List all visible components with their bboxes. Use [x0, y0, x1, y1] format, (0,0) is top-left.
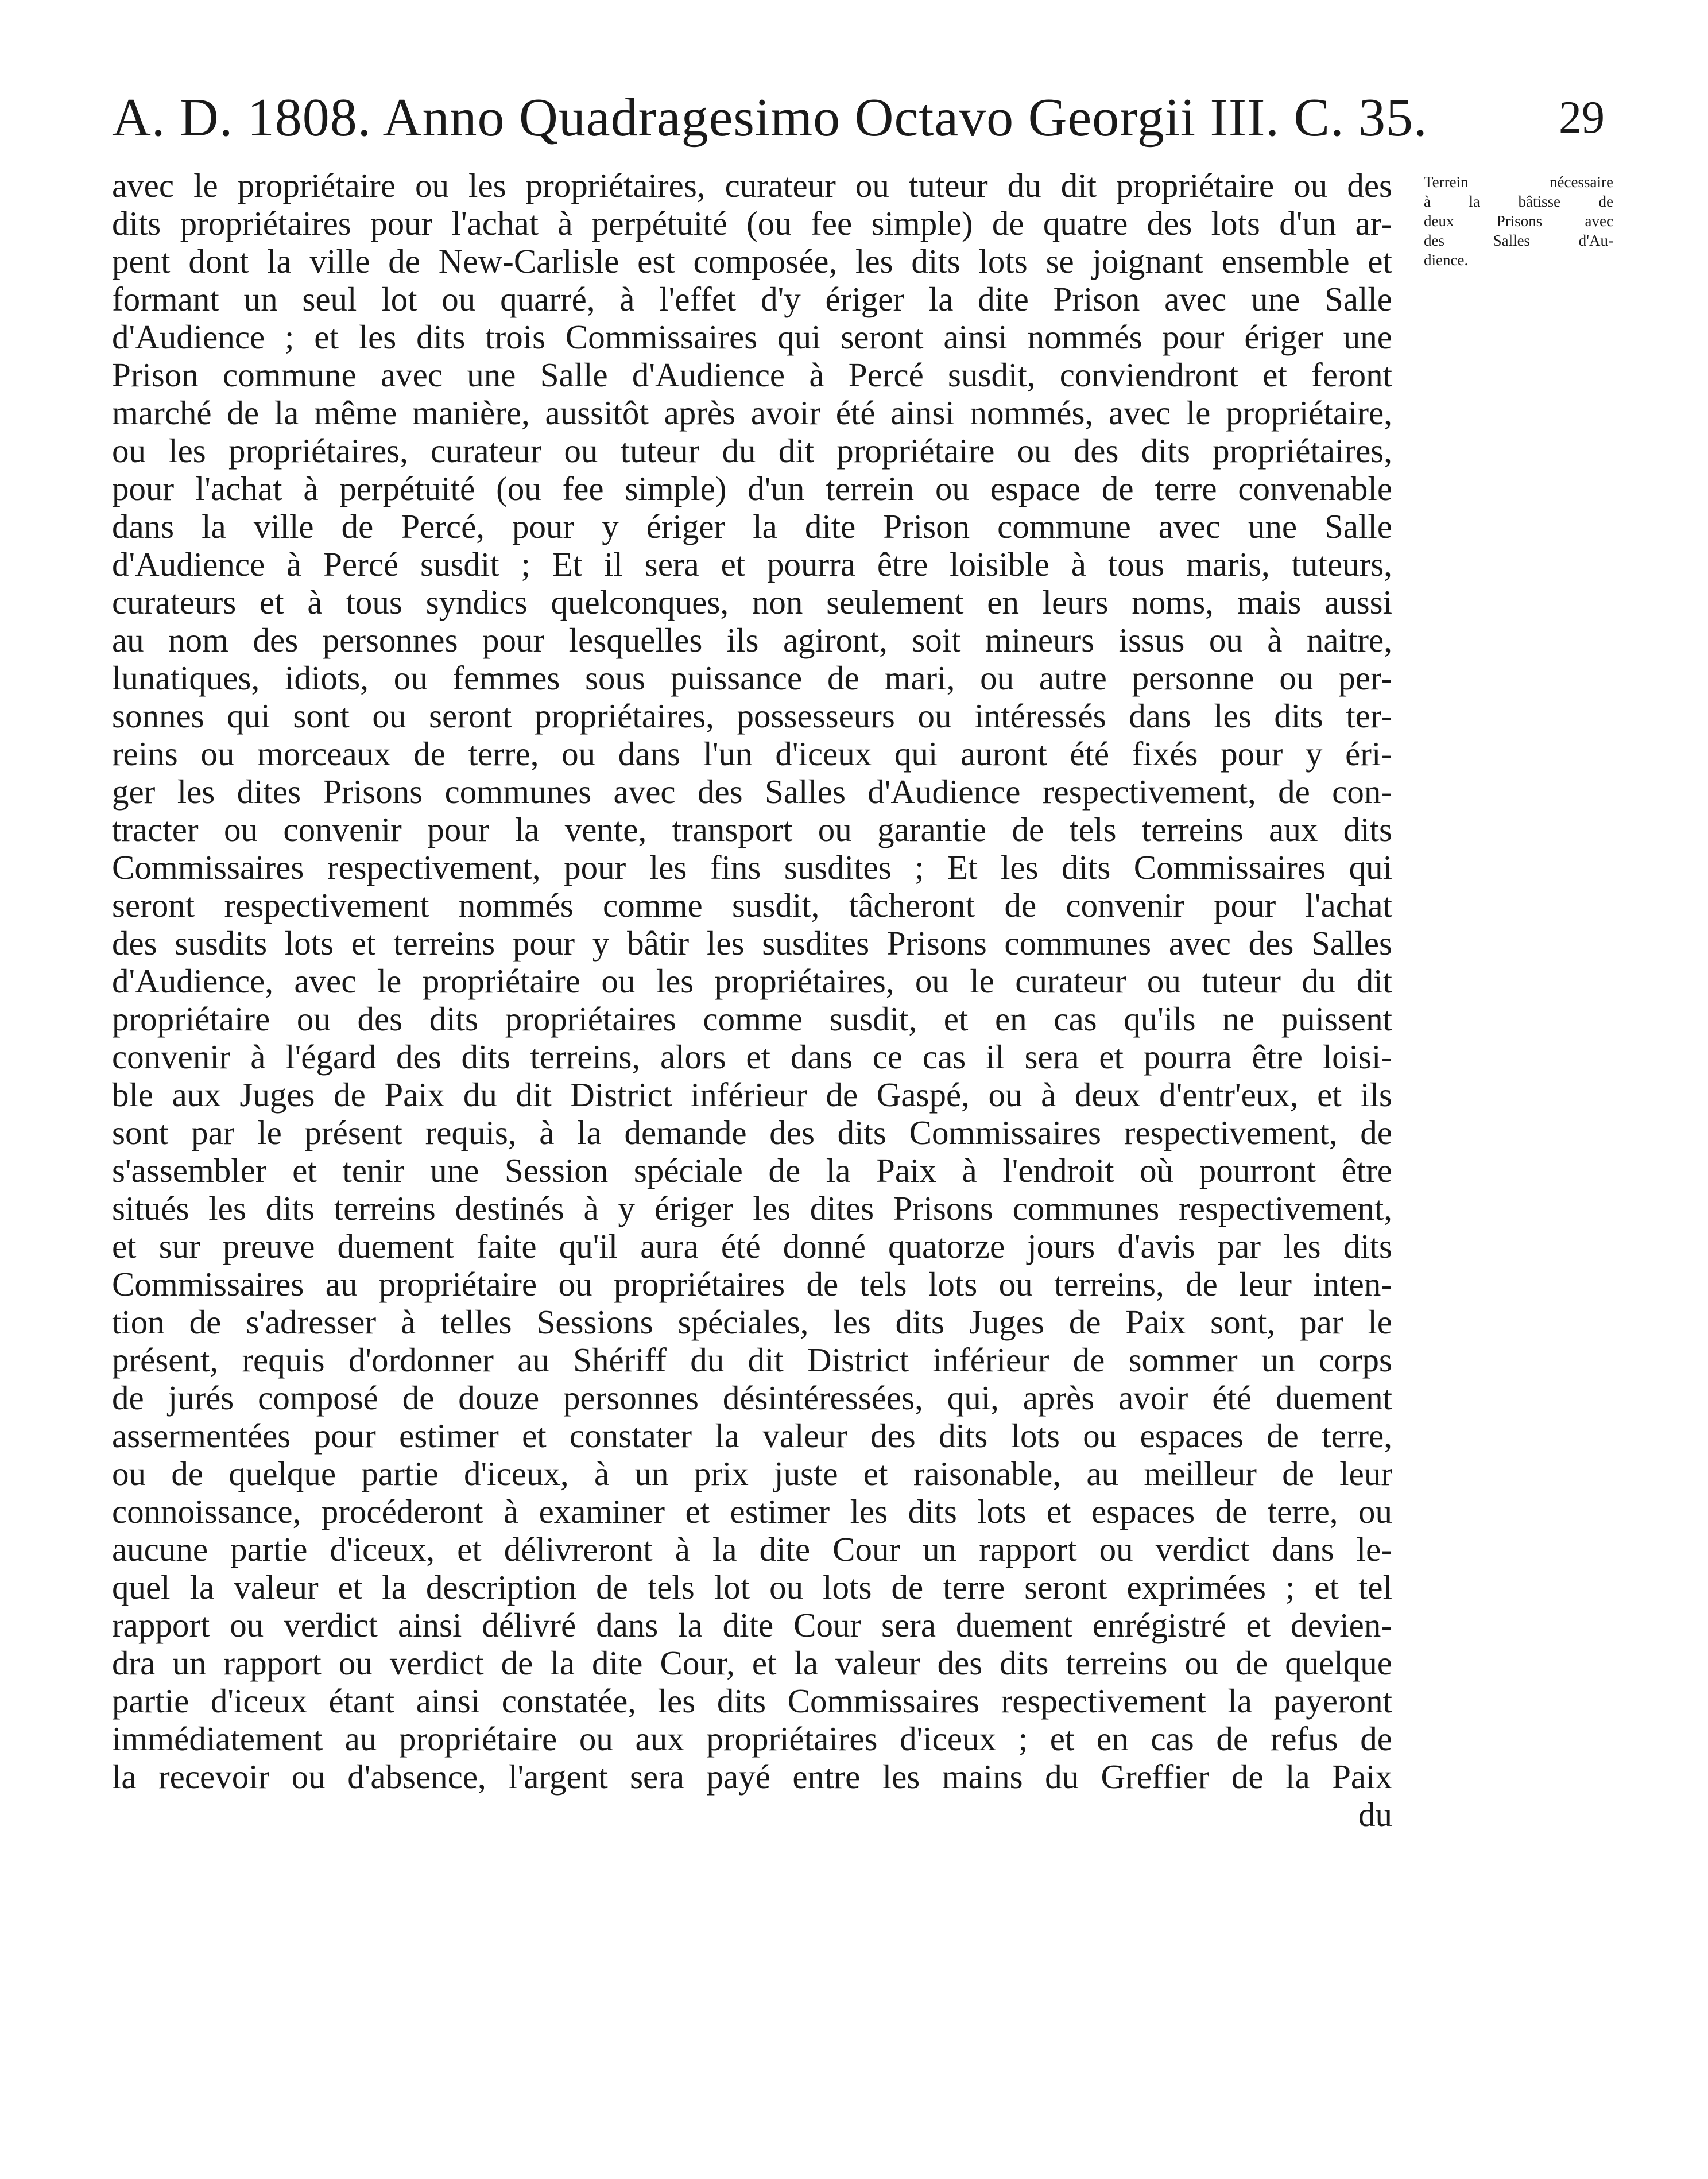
text-line: propriétaire ou des dits propriétaires comme susdit, et en cas qu'ils ne puissent [112, 1000, 1392, 1038]
text-line: pour l'achat à perpétuité (ou fee simple) d'un terrein ou espace de terre convenable [112, 470, 1392, 507]
text-line: ble aux Juges de Paix du dit District inférieur de Gaspé, ou à deux d'entr'eux, et ils [112, 1076, 1392, 1114]
text-line: tracter ou convenir pour la vente, transport ou garantie de tels terreins aux dits [112, 811, 1392, 848]
margin-note [1424, 172, 1613, 270]
text-line: marché de la même manière, aussitôt après avoir été ainsi nommés, avec le propriétaire, [112, 394, 1392, 432]
text-line: de jurés composé de douze personnes désintéressées, qui, après avoir été duement [112, 1379, 1392, 1417]
running-head-title: A. D. 1808. Anno Quadragesimo Octavo Georgii III. C. 35. [112, 88, 1428, 148]
text-line: Commissaires respectivement, pour les fins susdites ; Et les dits Commissaires qui [112, 848, 1392, 886]
text-line: et sur preuve duement faite qu'il aura été donné quatorze jours d'avis par les dits [112, 1227, 1392, 1265]
text-line: pent dont la ville de New-Carlisle est composée, les dits lots se joignant ensemble et [112, 242, 1392, 280]
text-line: sonnes qui sont ou seront propriétaires, possesseurs ou intéressés dans les dits ter- [112, 697, 1392, 735]
margin-note-line: à la bâtisse de [1424, 193, 1613, 210]
text-line: au nom des personnes pour lesquelles ils agiront, soit mineurs issus ou à naitre, [112, 621, 1392, 659]
text-line: connoissance, procéderont à examiner et estimer les dits lots et espaces de terre, ou [112, 1492, 1392, 1530]
text-line: immédiatement au propriétaire ou aux propriétaires d'iceux ; et en cas de refus de [112, 1720, 1392, 1758]
margin-note-line: deux Prisons avec [1424, 212, 1613, 230]
text-line: ger les dites Prisons communes avec des Salles d'Audience respectivement, de con- [112, 773, 1392, 811]
text-line: Commissaires au propriétaire ou propriétaires de tels lots ou terreins, de leur inten- [112, 1265, 1392, 1303]
text-line: d'Audience, avec le propriétaire ou les propriétaires, ou le curateur ou tuteur du dit [112, 962, 1392, 1000]
text-line: partie d'iceux étant ainsi constatée, les dits Commissaires respectivement la payeront [112, 1682, 1392, 1720]
text-line: aucune partie d'iceux, et délivreront à la dite Cour un rapport ou verdict dans le- [112, 1530, 1392, 1568]
text-line: tion de s'adresser à telles Sessions spéciales, les dits Juges de Paix sont, par le [112, 1303, 1392, 1341]
text-line: reins ou morceaux de terre, ou dans l'un d'iceux qui auront été fixés pour y éri- [112, 735, 1392, 773]
text-line: convenir à l'égard des dits terreins, alors et dans ce cas il sera et pourra être loisi- [112, 1038, 1392, 1076]
text-line: sont par le présent requis, à la demande des dits Commissaires respectivement, de [112, 1114, 1392, 1151]
text-line: des susdits lots et terreins pour y bâtir les susdites Prisons communes avec des Salles [112, 924, 1392, 962]
text-line: rapport ou verdict ainsi délivré dans la dite Cour sera duement enrégistré et devien- [112, 1606, 1392, 1644]
text-line: avec le propriétaire ou les propriétaires, curateur ou tuteur du dit propriétaire ou des [112, 166, 1392, 204]
text-line: curateurs et à tous syndics quelconques, non seulement en leurs noms, mais aussi [112, 583, 1392, 621]
page-number: 29 [1559, 92, 1605, 143]
body-text [112, 166, 1392, 1833]
text-line: assermentées pour estimer et constater la valeur des dits lots ou espaces de terre, [112, 1417, 1392, 1455]
text-line: présent, requis d'ordonner au Shériff du dit District inférieur de sommer un corps [112, 1341, 1392, 1379]
text-line: la recevoir ou d'absence, l'argent sera payé entre les mains du Greffier de la Paix [112, 1758, 1392, 1796]
catchword: du [1358, 1796, 1392, 1833]
running-header [112, 80, 1605, 155]
text-line: ou les propriétaires, curateur ou tuteur du dit propriétaire ou des dits propriétaires, [112, 432, 1392, 470]
text-line: s'assembler et tenir une Session spéciale de la Paix à l'endroit où pourront être [112, 1151, 1392, 1189]
text-line: lunatiques, idiots, ou femmes sous puissance de mari, ou autre personne ou per- [112, 659, 1392, 697]
margin-note-line: Terrein nécessaire [1424, 173, 1613, 191]
text-line: formant un seul lot ou quarré, à l'effet d'y ériger la dite Prison avec une Salle [112, 280, 1392, 318]
text-line: d'Audience ; et les dits trois Commissaires qui seront ainsi nommés pour ériger une [112, 318, 1392, 356]
text-line: dra un rapport ou verdict de la dite Cour, et la valeur des dits terreins ou de quelque [112, 1644, 1392, 1682]
text-line: Prison commune avec une Salle d'Audience à Percé susdit, conviendront et feront [112, 356, 1392, 394]
text-line: dans la ville de Percé, pour y ériger la dite Prison commune avec une Salle [112, 507, 1392, 545]
text-line: ou de quelque partie d'iceux, à un prix juste et raisonable, au meilleur de leur [112, 1455, 1392, 1492]
margin-note-line: des Salles d'Au- [1424, 232, 1613, 249]
text-line: quel la valeur et la description de tels lot ou lots de terre seront exprimées ; et tel [112, 1568, 1392, 1606]
margin-note-line: dience. [1424, 251, 1469, 269]
text-line: d'Audience à Percé susdit ; Et il sera et pourra être loisible à tous maris, tuteurs, [112, 545, 1392, 583]
text-line: seront respectivement nommés comme susdit, tâcheront de convenir pour l'achat [112, 886, 1392, 924]
text-line: dits propriétaires pour l'achat à perpétuité (ou fee simple) de quatre des lots d'un ar- [112, 204, 1392, 242]
text-line: situés les dits terreins destinés à y ériger les dites Prisons communes respectivement, [112, 1189, 1392, 1227]
